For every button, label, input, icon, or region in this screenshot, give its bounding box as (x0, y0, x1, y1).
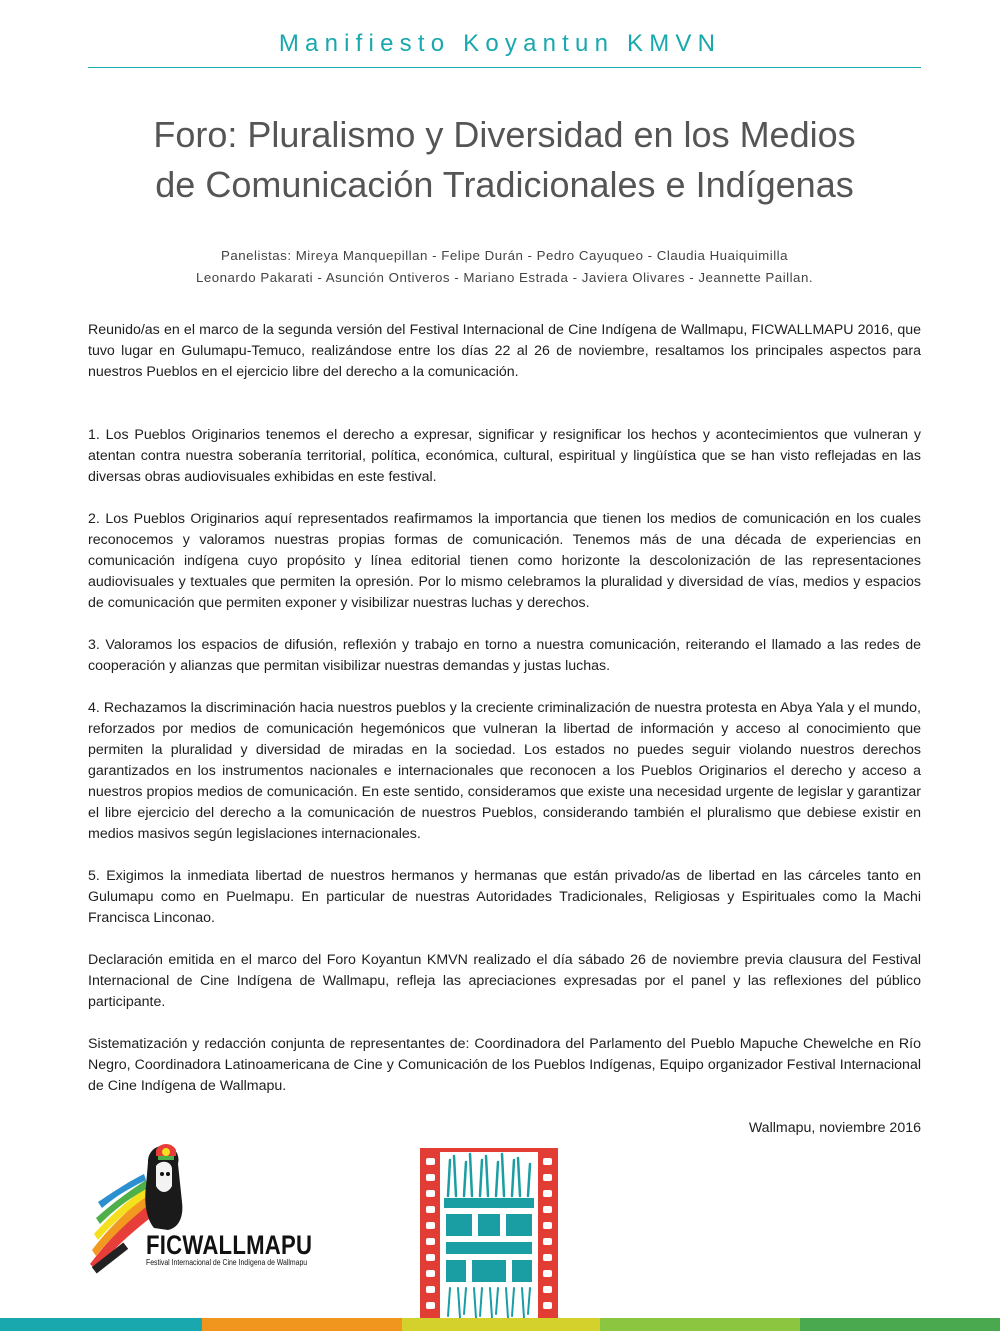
systematization-paragraph: Sistematización y redacción conjunta de representantes de: Coordinadora del Parlamento del Pueblo Mapuche Chewelche en Río Negro, Coordinadora Latinoamericana de Cine y Comunicación de los Pueblos Indígenas, Equipo organizador Festival Internacional de Cine Indígena de Wallmapu. (88, 1036, 921, 1094)
bar-segment-3 (402, 1318, 600, 1331)
bar-segment-1 (0, 1318, 202, 1331)
panelists-line-1: Panelistas: Mireya Manquepillan - Felipe Durán - Pedro Cayuqueo - Claudia Huaiquimilla (220, 248, 788, 263)
declaration-paragraph: Declaración emitida en el marco del Foro Koyantun KMVN realizado el día sábado 26 de noviembre previa clausura del Festival Internacional de Cine Indígena de Wallmapu, refleja las apreciaciones expresadas por el panel y las reflexiones del público participante. (88, 952, 921, 1010)
panelists (88, 245, 921, 289)
bar-segment-4 (600, 1318, 800, 1331)
header-title: Manifiesto Koyantun KMVN (278, 30, 722, 57)
panelists-line-2: Leonardo Pakarati - Asunción Ontiveros - Mariano Estrada - Javiera Olivares - Jeannette Paillan. (195, 270, 814, 285)
signoff: Wallmapu, noviembre 2016 (748, 1120, 921, 1136)
bar-segment-5 (800, 1318, 1000, 1331)
document-body (88, 320, 921, 1139)
ficwallmapu-subtitle: Festival Internacional de Cine Indígena de Wallmapu (146, 1258, 308, 1267)
intro-paragraph: Reunido/as en el marco de la segunda versión del Festival Internacional de Cine Indígena de Wallmapu, FICWALLMAPU 2016, que tuvo lugar en Gulumapu-Temuco, realizándose entre los días 22 al 26 de noviembre, resaltamos los principales aspectos para nuestros Pueblos en el ejercicio libre del derecho a la comunicación. (88, 322, 921, 380)
ficwallmapu-logo (88, 1142, 328, 1287)
header-divider (88, 67, 921, 68)
point-2: 2. Los Pueblos Originarios aquí representados reafirmamos la importancia que tienen los medios de comunicación en los cuales reconocemos y valoramos nuestras propias formas de comunicación. Tenemos más de una década de experiencias en comunicación indígena cuyo propósito y línea editorial tienen como horizonte la descolonización de las representaciones audiovisuales y textuales que permiten la opresión. Por lo mismo celebramos la pluralidad y diversidad de vías, medios y espacios de comunicación que permiten exponer y visibilizar nuestras luchas y derechos. (88, 511, 921, 611)
bar-segment-2 (202, 1318, 402, 1331)
point-4: 4. Rechazamos la discriminación hacia nuestros pueblos y la creciente criminalización de nuestra protesta en Abya Yala y el mundo, reforzados por medios de comunicación hegemónicos que vulneran la libertad de información y acceso al conocimiento que permiten la pluralidad y diversidad de miradas en la sociedad. Los estados no puedes seguir violando nuestros derechos garantizados en los instrumentos nacionales e internacionales que reconocen a los Pueblos Originarios el derecho y acceso a nuestros propios medios de comunicación. En este sentido, consideramos que existe una necesidad urgente de legislar y garantizar el libre ejercicio del derecho a la comunicación de nuestros Pueblos, considerando también el pluralismo que debiese existir en medios masivos según legislaciones internacionales. (88, 700, 921, 842)
ficwallmapu-name: FICWALLMAPU (146, 1230, 313, 1260)
festival-emblem (420, 1148, 558, 1324)
point-5: 5. Exigimos la inmediata libertad de nuestros hermanos y hermanas que están privado/as de libertad en las cárceles tanto en Gulumapu como en Puelmapu. En particular de nuestras Autoridades Tradicionales, Religiosas y Espirituales como la Machi Francisca Linconao. (88, 868, 921, 926)
point-3: 3. Valoramos los espacios de difusión, reflexión y trabajo en torno a nuestra comunicación, reiterando el llamado a las redes de cooperación y alianzas que permitan visibilizar nuestras demandas y justas luchas. (88, 637, 921, 674)
festival-emblem-icon (420, 1148, 558, 1324)
bottom-color-bar (0, 1318, 1000, 1331)
title-line-2: de Comunicación Tradicionales e Indígenas (155, 164, 854, 205)
page-title (88, 110, 921, 210)
point-1: 1. Los Pueblos Originarios tenemos el derecho a expresar, significar y resignificar los hechos y acontecimientos que vulneran y atentan contra nuestra soberanía territorial, política, económica, cultural, espiritual y lingüística que se han visto reflejadas en las diversas obras audiovisuales exhibidas en este festival. (88, 427, 921, 485)
title-line-1: Foro: Pluralismo y Diversidad en los Medios (153, 114, 856, 155)
